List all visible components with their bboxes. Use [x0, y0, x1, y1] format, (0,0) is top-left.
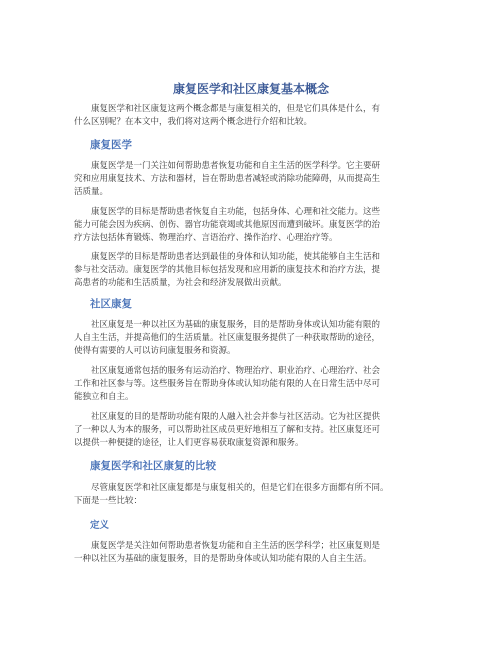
- text-line: 社区康复是一种以社区为基础的康复服务，目的是帮助身体或认知功能有限的: [91, 320, 381, 330]
- section-heading-rehab-medicine: 康复医学: [90, 139, 132, 151]
- text-line: 疗方法包括体育锻炼、物理治疗、言语治疗、操作治疗、心理治疗等。: [74, 233, 338, 243]
- text-line: 社区康复通常包括的服务有运动治疗、物理治疗、职业治疗、心理治疗、社会: [91, 366, 381, 376]
- paragraph: [74, 251, 432, 290]
- text-line: 能独立和自主。: [74, 392, 134, 402]
- section-heading-comparison: 康复医学和社区康复的比较: [90, 460, 216, 472]
- text-line: 一种以社区为基础的康复服务，目的是帮助身体或认知功能有限的人自主生活。: [74, 554, 372, 564]
- text-line: 了一种以人为本的服务，可以帮助社区成员更好地相互了解和支持。社区康复还可: [74, 425, 381, 435]
- paragraph: [74, 540, 432, 566]
- intro-paragraph: [74, 103, 432, 129]
- paragraph: [74, 206, 432, 245]
- subsection-heading-definition: 定义: [90, 520, 110, 531]
- paragraph: [74, 411, 432, 450]
- text-line: 使得有需要的人可以访问康复服务和资源。: [74, 346, 236, 356]
- text-line: 康复医学是一门关注如何帮助患者恢复功能和自主生活的医学科学。它主要研: [91, 161, 381, 171]
- text-line: 康复医学的目标是帮助患者恢复自主功能，包括身体、心理和社交能力。这些: [91, 207, 381, 217]
- section-heading-community-rehab: 社区康复: [90, 298, 132, 310]
- text-line: 以提供一种便捷的途径，让人们更容易获取康复资源和服务。: [74, 438, 304, 448]
- paragraph: [74, 319, 432, 358]
- text-line: 下面是一些比较：: [74, 496, 143, 506]
- text-line: 康复医学和社区康复这两个概念都是与康复相关的，但是它们具体是什么，有: [91, 104, 381, 114]
- paragraph: [74, 160, 432, 199]
- text-line: 活质量。: [74, 187, 109, 197]
- text-line: 康复医学的目标是帮助患者达到最佳的身体和认知功能，使其能够自主生活和: [91, 252, 381, 262]
- text-line: 高患者的功能和生活质量，为社会和经济发展做出贡献。: [74, 278, 287, 288]
- text-line: 康复医学是关注如何帮助患者恢复功能和自主生活的医学科学；社区康复则是: [91, 541, 381, 551]
- document-title: 康复医学和社区康复基本概念: [172, 82, 329, 96]
- text-line: 什么区别呢？在本文中，我们将对这两个概念进行介绍和比较。: [74, 117, 313, 127]
- text-line: 社区康复的目的是帮助功能有限的人融入社会并参与社区活动。它为社区提供: [91, 412, 381, 422]
- text-line: 参与社交活动。康复医学的其他目标包括发现和应用新的康复技术和治疗方法，提: [74, 265, 381, 275]
- paragraph: [74, 482, 432, 508]
- text-line: 人自主生活，并提高他们的生活质量。社区康复服务提供了一种获取帮助的途径，: [74, 333, 381, 343]
- paragraph: [74, 365, 432, 404]
- text-line: 能力可能会因为疾病、创伤、器官功能衰竭或其他原因而遭到破坏。康复医学的治: [74, 220, 381, 230]
- text-line: 工作和社区参与等。这些服务旨在帮助身体或认知功能有限的人在日常生活中尽可: [74, 379, 381, 389]
- text-line: 尽管康复医学和社区康复都是与康复相关的，但是它们在很多方面都有所不同。: [91, 483, 389, 493]
- text-line: 究和应用康复技术、方法和器材，旨在帮助患者减轻或消除功能障碍，从而提高生: [74, 174, 381, 184]
